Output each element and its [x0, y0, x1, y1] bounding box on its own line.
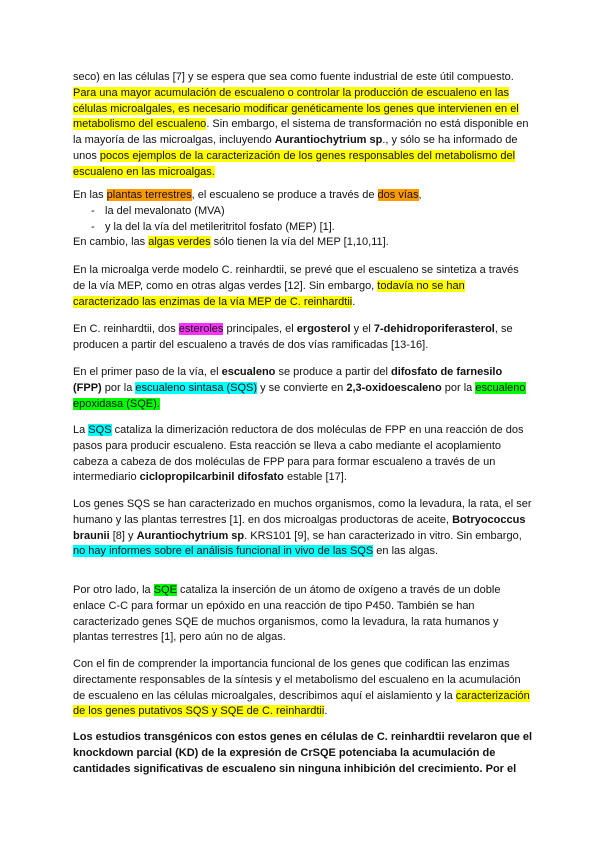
text: cataliza la inserción de un átomo de oxígeno a través de un doble enlace C-C para formar un epóxido en una reacción de tipo P450. También se han caracterizado genes SQE de muchos organismos, como la levadura, la rata humanos y plantas terrestres [1], pero aún no de algas.	[73, 584, 501, 644]
text: ., y sólo se ha informado de unos	[73, 134, 518, 162]
list-dash: -	[91, 220, 95, 233]
bold-term: ciclopropilcarbinil difosfato	[139, 471, 284, 484]
highlight-green: SQE	[153, 584, 177, 596]
paragraph-8	[73, 583, 533, 646]
text: .	[324, 705, 328, 718]
bold-term: escualeno	[221, 366, 276, 378]
highlight-yellow: caracterización de los genes putativos SQS y SQE de C. reinhardtii	[73, 689, 530, 718]
text: La	[73, 424, 89, 436]
highlight-magenta: esteroles	[178, 323, 224, 335]
highlight-orange: dos vías	[377, 189, 419, 201]
text: por la	[441, 381, 476, 394]
paragraph-10	[73, 730, 533, 777]
list-item	[73, 220, 533, 236]
text: seco) en las células [7] y se espera que sea como fuente industrial de este útil compuesto.	[73, 71, 514, 83]
text: cataliza la dimerización reductora de dos moléculas de FPP en una reacción de dos pasos para producir escualeno. Esta reacción se lleva a cabo mediante el acoplamiento cabeza a cabeza de dos moléculas de FPP para para formar escualeno a través de un intermediario	[73, 424, 524, 484]
text: En el primer paso de la vía, el	[73, 366, 222, 378]
text: En C. reinhardtii, dos	[73, 323, 179, 335]
bold-term: Aurantiochytrium sp	[136, 529, 245, 542]
text: ,	[418, 189, 422, 201]
text: Los genes SQS se han caracterizado en muchos organismos, como la levadura, la rata, el ser humano y las plantas terrestres [1]. en dos microalgas productoras de aceite,	[73, 498, 532, 526]
list-item-text: la del mevalonato (MVA)	[105, 204, 225, 217]
list-item-text: y la del la vía del metileritritol fosfato (MEP) [1].	[105, 220, 335, 233]
highlight-cyan: escualeno sintasa (SQS)	[135, 381, 258, 394]
list-item	[73, 204, 533, 220]
text: . KRS101 [9], se han caracterizado in vitro. Sin embargo,	[244, 529, 522, 542]
text: Con el fin de comprender la importancia funcional de los genes que codifican las enzimas directamente responsables de la síntesis y el metabolismo del escualeno en la acumulación de escualeno en las células microalgales, describimos aquí el aislamiento y la	[73, 658, 521, 702]
paragraph-4	[73, 322, 533, 354]
highlight-cyan: SQS	[88, 424, 112, 436]
text: se produce a partir del	[275, 366, 391, 378]
text: sólo tienen la vía del MEP [1,10,11].	[210, 236, 389, 249]
text: estable [17].	[283, 471, 347, 484]
text: . Sin embargo, el sistema de transformación no está disponible en la mayoría de las microalgas, incluyendo	[73, 118, 529, 147]
text: En cambio, las	[73, 236, 149, 249]
highlight-orange: plantas terrestres	[106, 189, 192, 201]
bold-term: Botryococcus braunii	[73, 513, 526, 542]
text: principales, el	[223, 323, 297, 335]
text: [8] y	[109, 529, 137, 542]
highlight-cyan: no hay informes sobre el análisis funcional in vivo de las SQS	[73, 545, 374, 558]
text: En las	[73, 189, 107, 201]
line	[73, 235, 533, 251]
list-dash: -	[91, 204, 95, 217]
paragraph-2	[73, 188, 533, 251]
bold-term: ergosterol	[296, 323, 351, 335]
highlight-yellow: Para una mayor acumulación de escualeno o controlar la producción de escualeno en las células microalgales, es necesario modificar genéticamente los genes que intervienen en el metabolismo del escualeno	[73, 86, 519, 131]
paragraph-6	[73, 423, 533, 486]
line	[73, 188, 533, 204]
bold-term: difosfato de farnesilo (FPP)	[73, 366, 503, 394]
bold-paragraph-text: Los estudios transgénicos con estos genes en células de C. reinhardtii revelaron que el knockdown parcial (KD) de la expresión de CrSQE potenciaba la acumulación de cantidades significativas de escualeno sin ninguna inhibición del crecimiento. Por el	[73, 731, 533, 775]
bold-term: 7-dehidroporiferasterol	[373, 323, 495, 335]
paragraph-3	[73, 263, 533, 310]
text: , el escualeno se produce a través de	[191, 189, 378, 201]
paragraph-7	[73, 497, 533, 560]
text: en las algas.	[373, 545, 439, 558]
text: por la	[101, 381, 136, 394]
paragraph-9	[73, 657, 533, 720]
highlight-yellow: todavía no se han caracterizado las enzimas de la vía MEP de C. reinhardtii	[73, 279, 465, 308]
bold-term: 2,3-oxidoescaleno	[346, 381, 442, 394]
text: Por otro lado, la	[73, 584, 154, 596]
paragraph-1	[73, 70, 533, 181]
highlight-yellow: algas verdes	[148, 236, 211, 249]
paragraph-5	[73, 365, 533, 412]
text: y se convierte en	[257, 381, 347, 394]
highlight-green: escualeno epoxidasa (SQE).	[73, 381, 526, 410]
highlight-yellow: pocos ejemplos de la caracterización de los genes responsables del metabolismo del escualeno en las microalgas.	[73, 149, 516, 178]
text: En la microalga verde modelo C. reinhardtii, se prevé que el escualeno se sintetiza a través de la vía MEP, como en otras algas verdes [12]. Sin embargo,	[73, 264, 519, 292]
text: y el	[350, 323, 374, 335]
text: .	[352, 295, 356, 308]
text: , se producen a partir del escualeno a través de dos vías ramificadas [13-16].	[73, 323, 513, 351]
bold-term: Aurantiochytrium sp	[274, 134, 383, 147]
